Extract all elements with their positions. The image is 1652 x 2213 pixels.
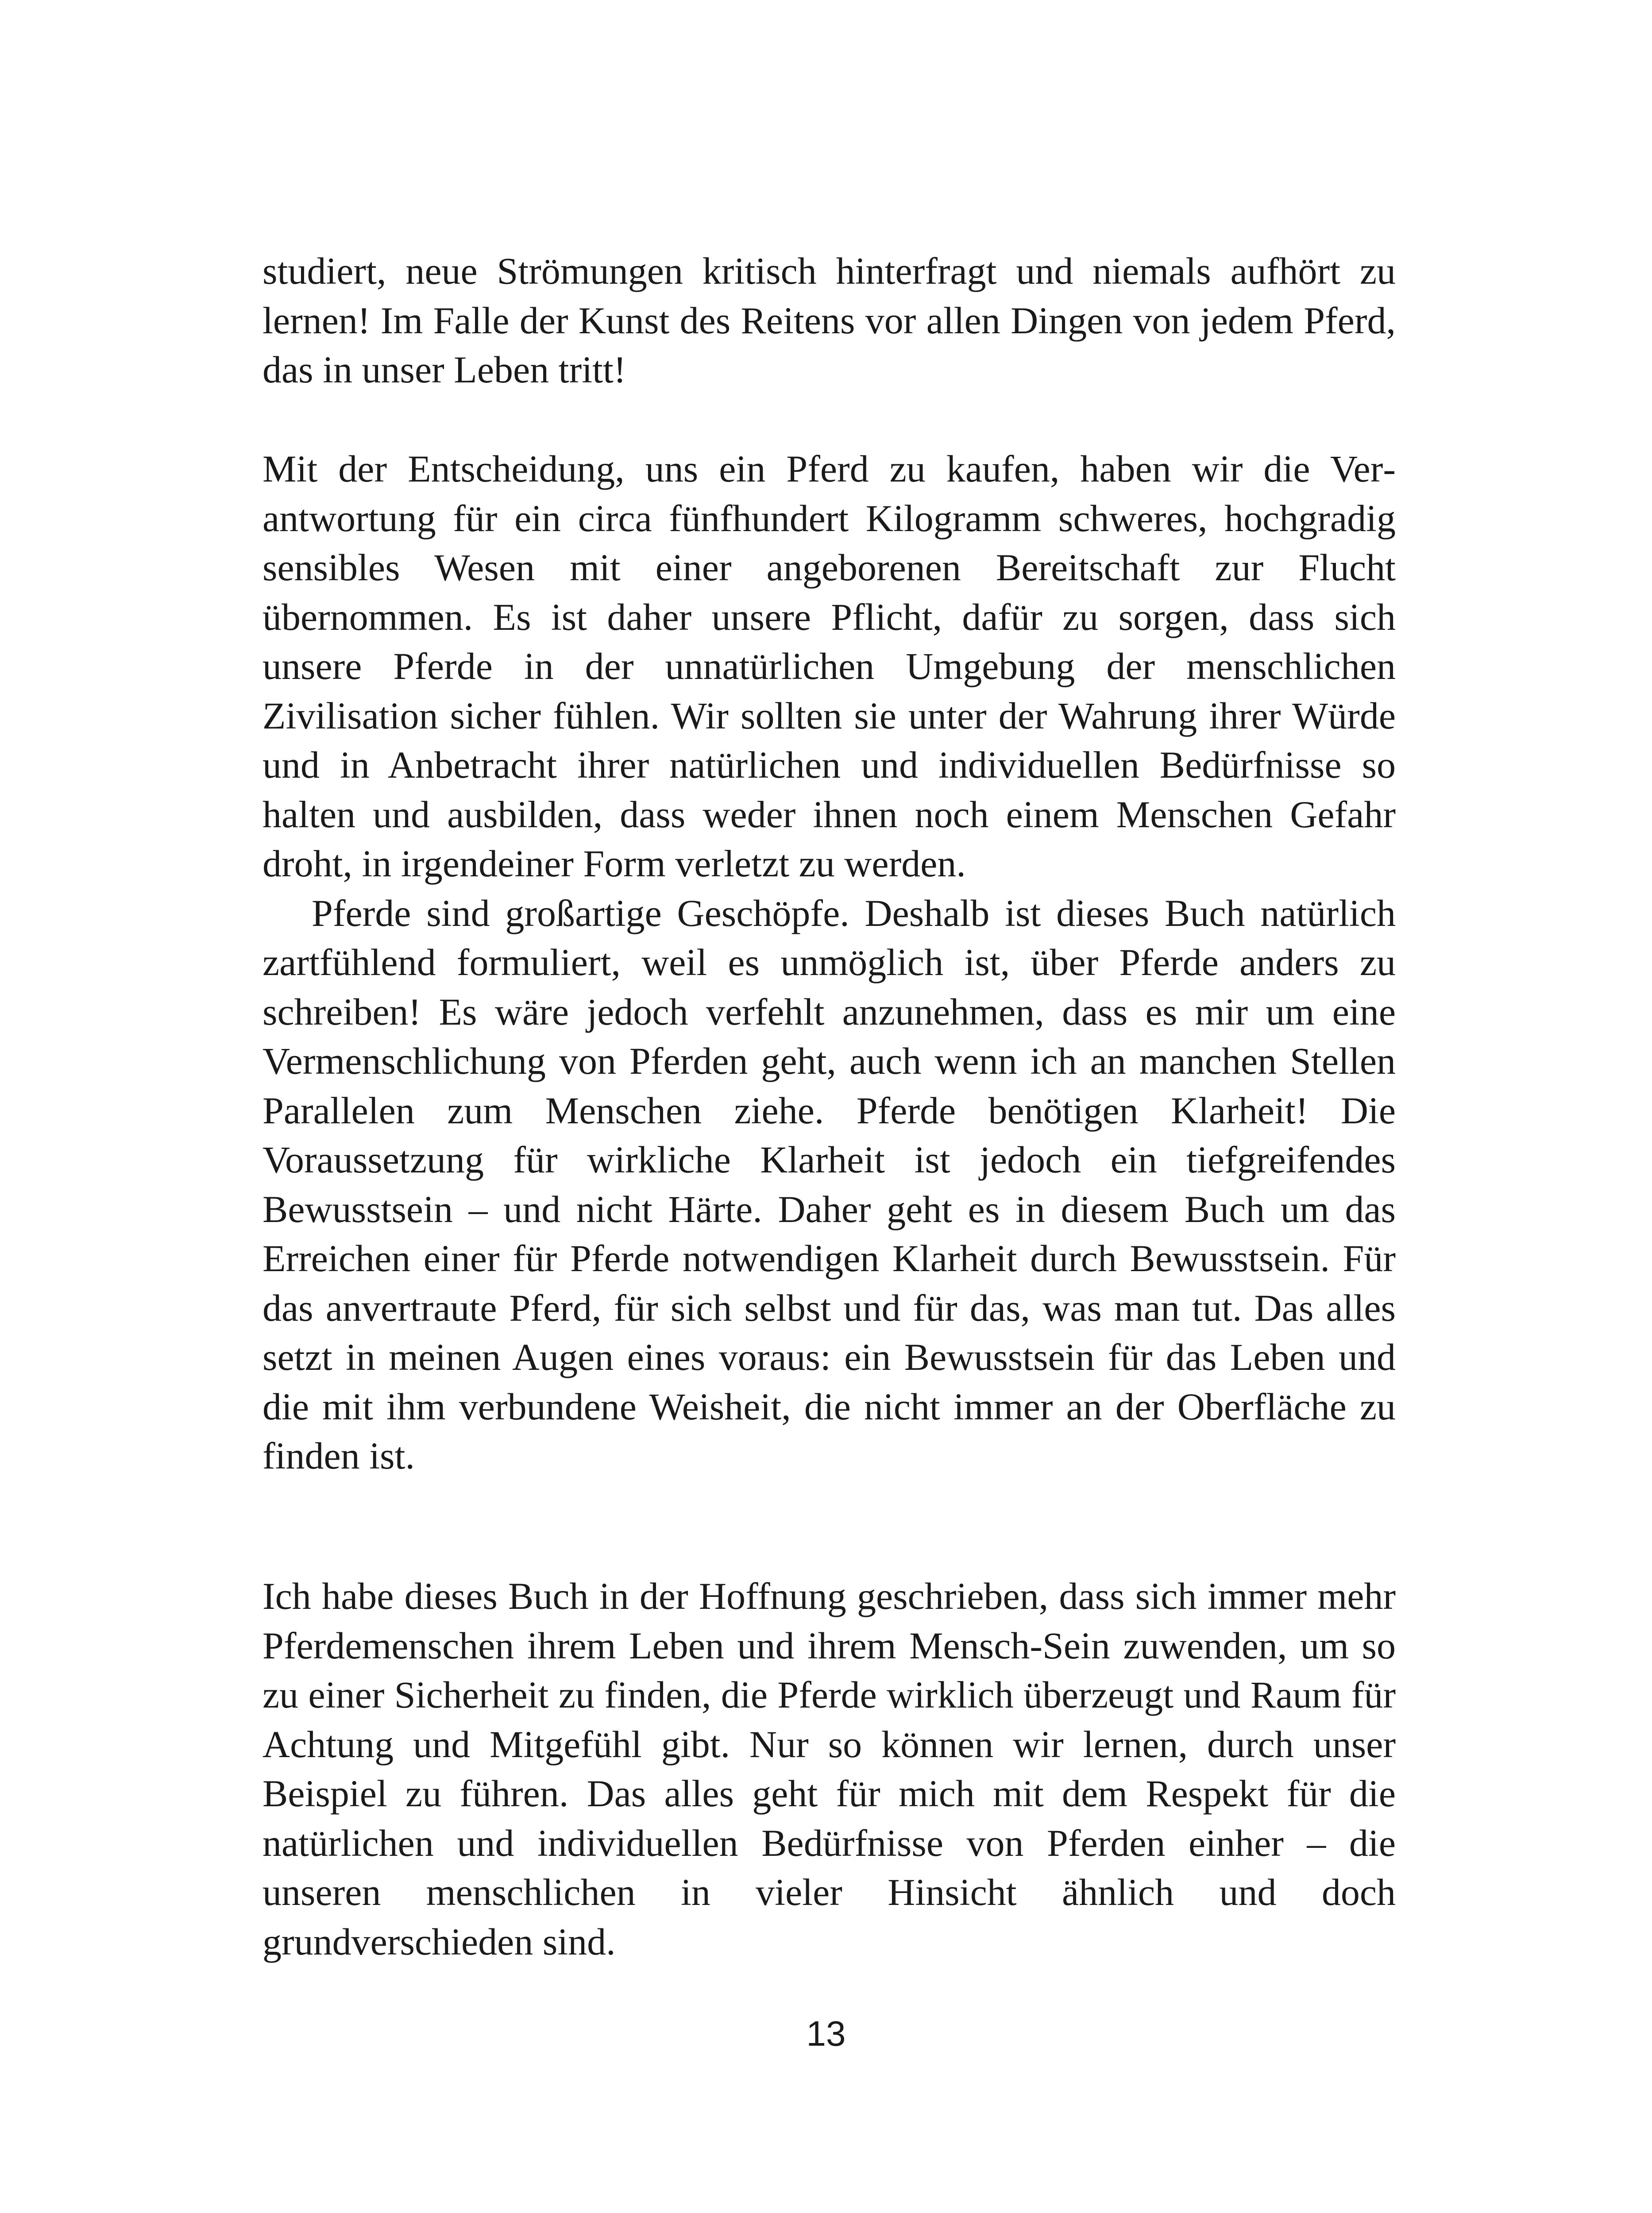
paragraph-3: Pferde sind großartige Geschöpfe. Deshalb ist dieses Buch natürlich zartfühlend formuliert, weil es unmöglich ist, über Pferde anders zu schreiben! Es wäre jedoch verfehlt anzunehmen, dass es mir um eine Vermenschlichung von Pferden geht, auch wenn ich an manchen Stellen Parallelen zum Menschen ziehe. Pferde benötigen Klarheit! Die Voraussetzung für wirkliche Klarheit ist jedoch ein tiefgreifendes Bewusstsein – und nicht Härte. Daher geht es in diesem Buch um das Erreichen einer für Pferde notwendigen Klarheit durch Bewusstsein. Für das anvertraute Pferd, für sich selbst und für das, was man tut. Das alles setzt in meinen Augen eines voraus: ein Bewusstsein für das Leben und die mit ihm verbundene Weisheit, die nicht immer an der Oberfläche zu finden ist. <box>262 891 1396 1477</box>
paragraph-1: studiert, neue Strömungen kritisch hinterfragt und niemals aufhört zu lernen! Im Falle der Kunst des Reitens vor allen Dingen von jedem Pferd, das in unser Leben tritt! <box>262 250 1396 391</box>
paragraph-4: Ich habe dieses Buch in der Hoffnung geschrieben, dass sich immer mehr Pferdemenschen ihrem Leben und ihrem Mensch-Sein zuwenden, um so zu einer Sicherheit zu finden, die Pferde wirklich überzeugt und Raum für Achtung und Mitgefühl gibt. Nur so können wir lernen, durch unser Beispiel zu führen. Das alles geht für mich mit dem Respekt für die natürlichen und individuellen Bedürfnisse von Pferden einher – die unseren menschlichen in vieler Hinsicht ähnlich und doch grundverschieden sind. <box>262 1575 1396 1963</box>
text-section-3 <box>262 1572 1396 1966</box>
paragraph-2: Mit der Entscheidung, uns ein Pferd zu kaufen, haben wir die Verantwortung für ein circa fünfhundert Kilogramm schweres, hochgradig sensibles Wesen mit einer angeborenen Bereitschaft zur Flucht übernommen. Es ist daher unsere Pflicht, dafür zu sorgen, dass sich unsere Pferde in der unnatürlichen Umgebung der menschlichen Zivilisation sicher fühlen. Wir sollten sie unter der Wahrung ihrer Würde und in Anbetracht ihrer natürlichen und individuellen Bedürfnisse so halten und ausbilden, dass weder ihnen noch einem Menschen Gefahr droht, in irgendeiner Form verletzt zu werden. <box>262 447 1396 885</box>
text-section-1 <box>262 247 1396 395</box>
page-number: 13 <box>806 2014 846 2053</box>
text-section-2 <box>262 444 1396 1481</box>
